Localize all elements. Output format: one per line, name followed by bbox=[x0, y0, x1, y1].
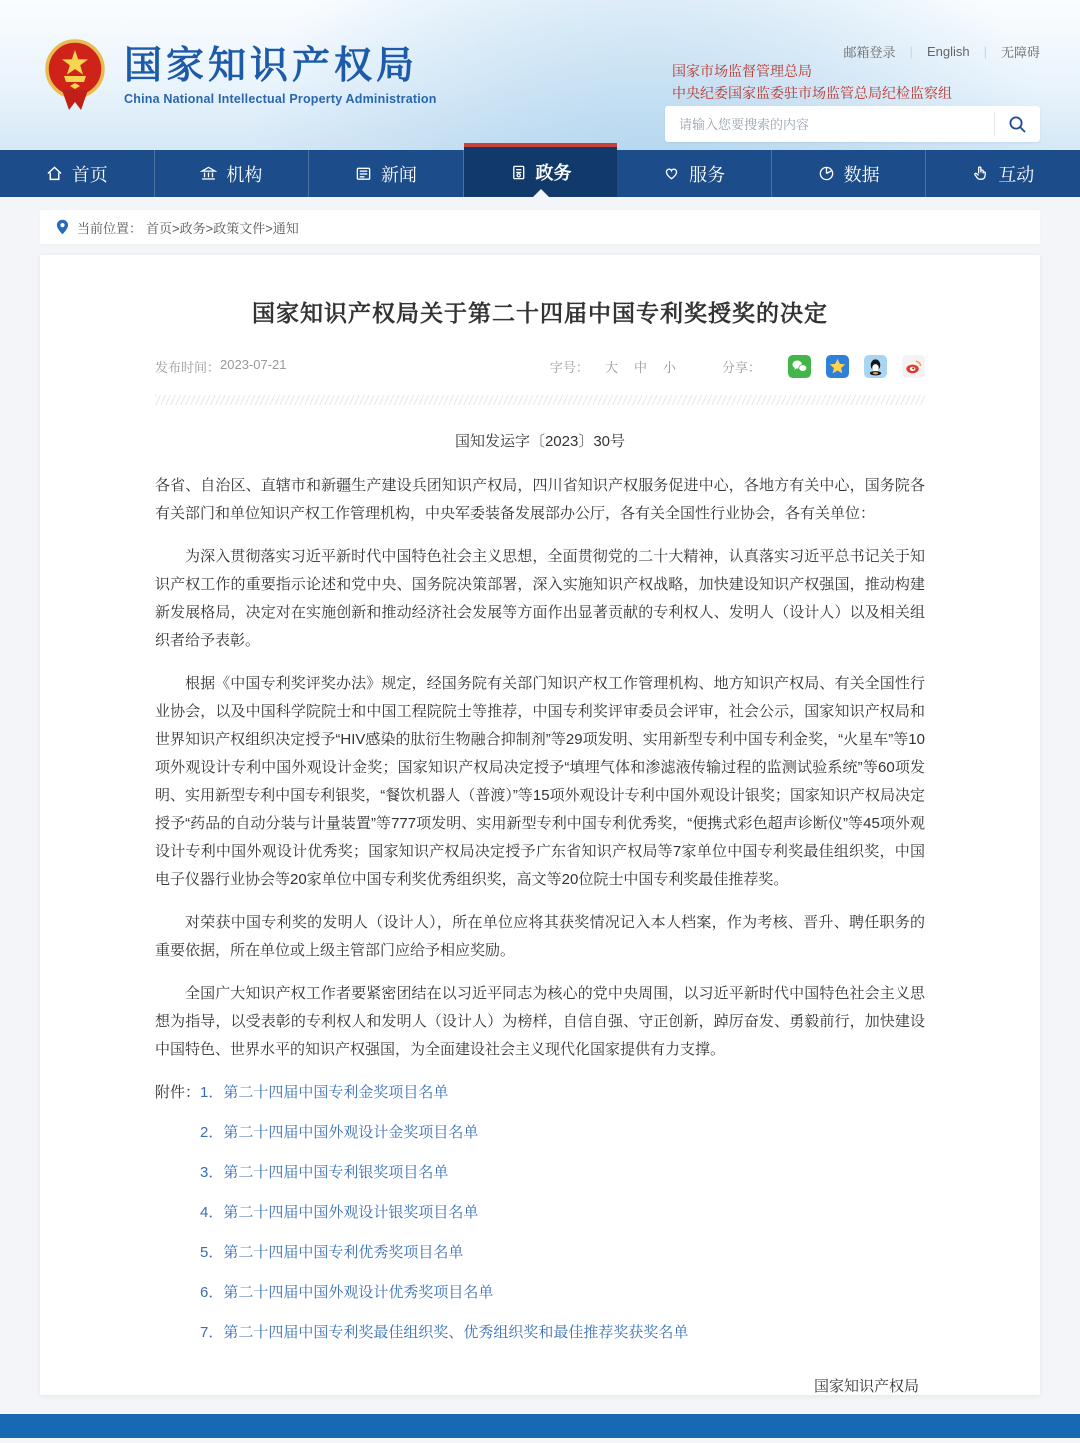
attachment-link-5[interactable]: 5．第二十四届中国专利优秀奖项目名单 bbox=[200, 1244, 464, 1261]
accessibility-link[interactable]: 无障碍 bbox=[1000, 45, 1040, 60]
search-button[interactable] bbox=[994, 112, 1040, 136]
hand-icon bbox=[972, 165, 989, 182]
page-title: 国家知识产权局关于第二十四届中国专利奖授奖的决定 bbox=[252, 300, 828, 326]
paragraph: 为深入贯彻落实习近平新时代中国特色社会主义思想，全面贯彻党的二十大精神，认真落实习近平总书记关于知识产权工作的重要指示论述和党中央、国务院决策部署，深入实施知识产权战略，加快建设知识产权强国，推动构建新发展格局，决定对在实施创新和推动经济社会发展等方面作出显著贡献的专利权人、发明人（设计人）以及相关组织者给予表彰。 bbox=[155, 548, 925, 649]
header-banner bbox=[0, 0, 1080, 150]
main-nav bbox=[0, 150, 1080, 197]
discipline-inspection-link[interactable]: 中央纪委国家监委驻市场监管总局纪检监察组 bbox=[672, 85, 952, 101]
article-body bbox=[155, 472, 925, 1064]
font-size-medium-button[interactable]: 中 bbox=[633, 360, 647, 375]
header-top-links bbox=[844, 42, 1040, 61]
attachment-link-6[interactable]: 6．第二十四届中国外观设计优秀奖项目名单 bbox=[200, 1284, 494, 1301]
hatched-divider bbox=[155, 395, 925, 405]
attachment-link-1[interactable]: 1．第二十四届中国专利金奖项目名单 bbox=[200, 1084, 449, 1101]
article-meta-row bbox=[155, 355, 925, 378]
footer-bar bbox=[0, 1414, 1080, 1438]
mail-login-link[interactable]: 邮箱登录 bbox=[843, 45, 896, 60]
signature-org: 国家知识产权局 bbox=[813, 1378, 919, 1395]
nav-label: 首页 bbox=[71, 164, 108, 185]
nav-item-data[interactable] bbox=[772, 150, 927, 197]
home-icon bbox=[46, 165, 63, 182]
attachments-section bbox=[155, 1079, 925, 1359]
search-icon bbox=[1008, 115, 1027, 134]
nav-label: 新闻 bbox=[380, 164, 417, 185]
qzone-icon[interactable] bbox=[826, 355, 849, 378]
service-heart-icon bbox=[663, 165, 680, 182]
location-pin-icon bbox=[56, 219, 69, 235]
search-input[interactable] bbox=[665, 117, 994, 132]
site-name-english: China National Intellectual Property Administration bbox=[124, 92, 437, 106]
english-link[interactable]: English bbox=[926, 44, 970, 59]
search-box bbox=[665, 106, 1040, 142]
pie-chart-icon bbox=[818, 165, 835, 182]
nav-item-interaction[interactable] bbox=[926, 150, 1080, 197]
link-separator: | bbox=[909, 44, 913, 59]
nav-item-government-affairs[interactable] bbox=[464, 143, 618, 197]
paragraph-addressees: 各省、自治区、直辖市和新疆生产建设兵团知识产权局，四川省知识产权服务促进中心，各地方有关中心，国务院各有关部门和单位知识产权工作管理机构，中央军委装备发展部办公厅，各有关全国性行业协会，各有关单位： bbox=[155, 477, 925, 522]
article-card bbox=[40, 255, 1040, 1395]
qq-icon[interactable] bbox=[864, 355, 887, 378]
breadcrumb-label: 当前位置： bbox=[77, 220, 143, 236]
breadcrumb-path[interactable]: 首页>政务>政策文件>通知 bbox=[146, 220, 299, 236]
attachment-link-2[interactable]: 2．第二十四届中国外观设计金奖项目名单 bbox=[200, 1124, 479, 1141]
paragraph: 全国广大知识产权工作者要紧密团结在以习近平同志为核心的党中央周围，以习近平新时代中国特色社会主义思想为指导，以受表彰的专利权人和发明人（设计人）为榜样，自信自强、守正创新，踔厉奋发、勇毅前行，加快建设中国特色、世界水平的知识产权强国，为全面建设社会主义现代化国家提供有力支撑。 bbox=[155, 985, 925, 1058]
related-agency-links bbox=[672, 60, 952, 104]
share-label: 分享： bbox=[721, 360, 761, 375]
publish-date: 2023-07-21 bbox=[220, 357, 287, 372]
nav-item-services[interactable] bbox=[617, 150, 772, 197]
nav-label: 政务 bbox=[535, 163, 572, 183]
nav-label: 机构 bbox=[226, 164, 263, 185]
national-emblem-icon bbox=[42, 38, 108, 112]
site-name: 国家知识产权局 bbox=[124, 45, 419, 87]
nav-item-institution[interactable] bbox=[155, 150, 310, 197]
nav-item-home[interactable] bbox=[0, 150, 155, 197]
attachments-label: 附件： bbox=[155, 1084, 201, 1101]
publish-time-label: 发布时间： bbox=[155, 360, 221, 375]
wechat-icon[interactable] bbox=[788, 355, 811, 378]
nav-label: 服务 bbox=[689, 164, 726, 185]
font-size-large-button[interactable]: 大 bbox=[604, 360, 618, 375]
news-icon bbox=[355, 165, 372, 182]
link-separator: | bbox=[983, 44, 987, 59]
bank-icon bbox=[200, 165, 217, 182]
weibo-icon[interactable] bbox=[902, 355, 925, 378]
document-icon bbox=[510, 164, 527, 181]
samr-link[interactable]: 国家市场监督管理总局 bbox=[672, 63, 812, 79]
nav-label: 数据 bbox=[843, 164, 880, 185]
paragraph: 根据《中国专利奖评奖办法》规定，经国务院有关部门知识产权工作管理机构、地方知识产权局、有关全国性行业协会，以及中国科学院院士和中国工程院院士等推荐，中国专利奖评审委员会评审，社会公示，国家知识产权局和世界知识产权组织决定授予“HIV感染的肽衍生物融合抑制剂”等29项发明、实用新型专利中国专利金奖，“火星车”等10项外观设计专利中国外观设计金奖；国家知识产权局决定授予“填埋气体和渗滤液传输过程的监测试验系统”等60项发明、实用新型专利中国专利银奖，“餐饮机器人（普渡）”等15项外观设计专利中国外观设计银奖；国家知识产权局决定授予“药品的自动分装与计量装置”等777项发明、实用新型专利中国专利优秀奖，“便携式彩色超声诊断仪”等45项外观设计专利中国外观设计优秀奖；国家知识产权局决定授予广东省知识产权局等7家单位中国专利奖最佳组织奖，中国电子仪器行业协会等20家单位中国专利奖优秀组织奖，高文等20位院士中国专利奖最佳推荐奖。 bbox=[155, 675, 925, 888]
document-number: 国知发运字〔2023〕30号 bbox=[454, 433, 626, 450]
paragraph: 对荣获中国专利奖的发明人（设计人），所在单位应将其获奖情况记入本人档案，作为考核、晋升、聘任职务的重要依据，所在单位或上级主管部门应给予相应奖励。 bbox=[155, 914, 925, 959]
attachment-link-7[interactable]: 7．第二十四届中国专利奖最佳组织奖、优秀组织奖和最佳推荐奖获奖名单 bbox=[200, 1324, 689, 1341]
breadcrumb bbox=[40, 210, 1040, 244]
attachment-link-3[interactable]: 3．第二十四届中国专利银奖项目名单 bbox=[200, 1164, 449, 1181]
font-size-label: 字号： bbox=[549, 360, 589, 375]
attachment-link-4[interactable]: 4．第二十四届中国外观设计银奖项目名单 bbox=[200, 1204, 479, 1221]
nav-item-news[interactable] bbox=[309, 150, 464, 197]
site-logo[interactable] bbox=[42, 38, 437, 112]
nav-label: 互动 bbox=[998, 164, 1035, 185]
font-size-small-button[interactable]: 小 bbox=[662, 360, 676, 375]
